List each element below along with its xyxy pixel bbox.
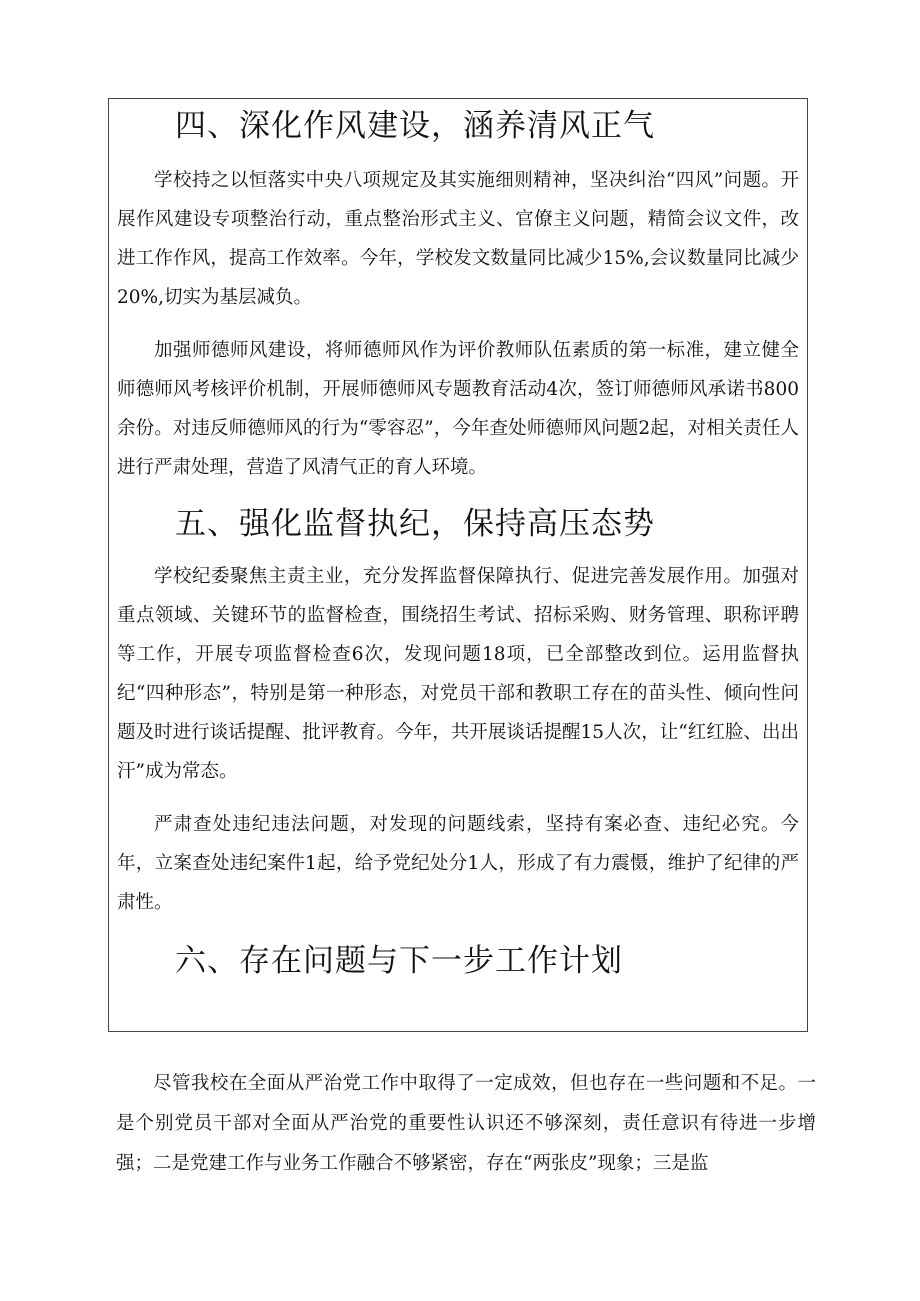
section-five-paragraph-1: 学校纪委聚焦主责主业，充分发挥监督保障执行、促进完善发展作用。加强对重点领域、关键环节的监督检查，围绕招生考试、招标采购、财务管理、职称评聘等工作，开展专项监督检查6次，发现问题18项，已全部整改到位。运用监督执纪“四种形态”，特别是第一种形态，对党员干部和教职工存在的苗头性、倾向性问题及时进行谈话提醒、批评教育。今年，共开展谈话提醒15人次，让“红红脸、出出汗”成为常态。	[117, 566, 799, 782]
section-six-heading: 六、存在问题与下一步工作计划	[175, 943, 623, 979]
section-four-paragraph-2: 加强师德师风建设，将师德师风作为评价教师队伍素质的第一标准，建立健全师德师风考核评价机制，开展师德师风专题教育活动4次，签订师德师风承诺书800余份。对违反师德师风的行为“零容忍”，今年查处师德师风问题2起，对相关责任人进行严肃处理，营造了风清气正的育人环境。	[117, 340, 799, 478]
section-six-body	[116, 1064, 816, 1184]
section-four-paragraph-1: 学校持之以恒落实中央八项规定及其实施细则精神，坚决纠治“四风”问题。开展作风建设专项整治行动，重点整治形式主义、官僚主义问题，精简会议文件，改进工作作风，提高工作效率。今年，学校发文数量同比减少15%,会议数量同比减少20%,切实为基层减负。	[117, 170, 799, 308]
section-five-paragraph-2: 严肃查处违纪违法问题，对发现的问题线索，坚持有案必查、违纪必究。今年，立案查处违纪案件1起，给予党纪处分1人，形成了有力震慑，维护了纪律的严肃性。	[117, 814, 799, 913]
section-six-paragraph-1: 尽管我校在全面从严治党工作中取得了一定成效，但也存在一些问题和不足。一是个别党员干部对全面从严治党的重要性认识还不够深刻，责任意识有待进一步增强；二是党建工作与业务工作融合不够紧密，存在“两张皮”现象；三是监	[116, 1073, 816, 1174]
bordered-text-frame	[108, 98, 808, 1032]
section-five-heading: 五、强化监督执纪，保持高压态势	[175, 506, 655, 542]
section-four-heading: 四、深化作风建设，涵养清风正气	[175, 108, 655, 144]
frame-content	[109, 99, 807, 1031]
